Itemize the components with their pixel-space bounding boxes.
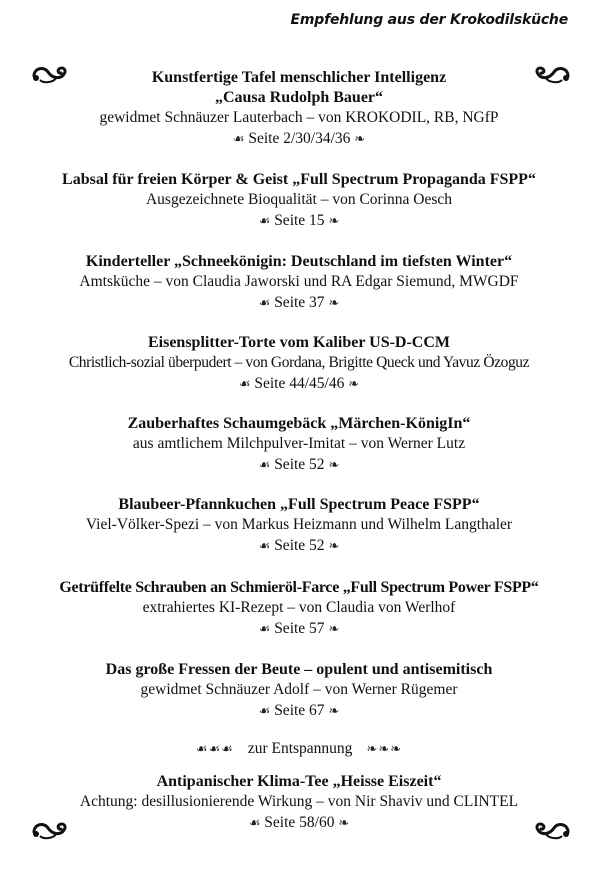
- entry-description: gewidmet Schnäuzer Lauterbach – von KROKODIL, RB, NGfP: [99, 109, 499, 126]
- entry-page-ref: [0, 618, 598, 640]
- entry-title: Zauberhaftes Schaumgebäck „Märchen-KönigIn“: [127, 415, 471, 432]
- entry-page-ref: [0, 454, 598, 476]
- page-number: Seite 58/60: [264, 814, 335, 831]
- leaf-icon: ☙: [258, 538, 271, 553]
- page-number: Seite 57: [274, 620, 325, 637]
- leaf-icon: ☙: [258, 621, 271, 636]
- leaf-icon: ❧: [328, 621, 340, 636]
- leaf-icon: ☙: [258, 213, 271, 228]
- menu-entry: [0, 414, 598, 476]
- leaf-row-icon: ☙☙☙: [195, 741, 234, 756]
- leaf-icon: ❧: [354, 131, 366, 146]
- entry-page-ref: [0, 373, 598, 395]
- entry-description: Amtsküche – von Claudia Jaworski und RA Edgar Siemund, MWGDF: [79, 273, 519, 290]
- section-divider: [0, 740, 598, 758]
- entry-title: Labsal für freien Körper & Geist „Full Spectrum Propaganda FSPP“: [62, 171, 536, 188]
- menu-entry: [0, 252, 598, 314]
- entry-page-ref: [0, 700, 598, 722]
- entry-page-ref: [0, 812, 598, 834]
- page-number: Seite 44/45/46: [254, 375, 345, 392]
- entry-title: Antipanischer Klima-Tee „Heisse Eiszeit“: [156, 773, 442, 790]
- menu-entry: [0, 68, 598, 150]
- entry-page-ref: [0, 535, 598, 557]
- entry-description: aus amtlichem Milchpulver-Imitat – von Werner Lutz: [132, 435, 466, 452]
- menu-entry: [0, 170, 598, 232]
- leaf-icon: ❧: [348, 376, 360, 391]
- menu-entry: [0, 333, 598, 395]
- entry-title: Kinderteller „Schneekönigin: Deutschland im tiefsten Winter“: [85, 253, 513, 270]
- entry-title: Getrüffelte Schrauben an Schmieröl-Farce „Full Spectrum Power FSPP“: [59, 579, 539, 596]
- menu-entry: [0, 578, 598, 640]
- page-number: Seite 52: [274, 456, 325, 473]
- entry-title: Kunstfertige Tafel menschlicher Intelligenz: [151, 69, 447, 86]
- leaf-icon: ☙: [258, 703, 271, 718]
- entry-title: Eisensplitter-Torte vom Kaliber US-D-CCM: [147, 334, 451, 351]
- leaf-icon: ❧: [328, 457, 340, 472]
- menu-entry: [0, 772, 598, 834]
- entry-page-ref: [0, 128, 598, 150]
- entry-title: Blaubeer-Pfannkuchen „Full Spectrum Peace FSPP“: [118, 496, 480, 513]
- entry-title: Das große Fressen der Beute – opulent und antisemitisch: [105, 661, 493, 678]
- leaf-row-icon: ❧❧❧: [366, 741, 403, 756]
- entry-description: Achtung: desillusionierende Wirkung – von Nir Shaviv und CLINTEL: [79, 793, 519, 810]
- leaf-icon: ☙: [232, 131, 245, 146]
- divider-label: zur Entspannung: [247, 740, 353, 757]
- entry-subtitle: „Causa Rudolph Bauer“: [214, 89, 384, 106]
- page-number: Seite 15: [274, 212, 325, 229]
- menu-entry: [0, 495, 598, 557]
- leaf-icon: ❧: [328, 295, 340, 310]
- page-number: Seite 52: [274, 537, 325, 554]
- leaf-icon: ☙: [248, 815, 261, 830]
- entry-description: Viel-Völker-Spezi – von Markus Heizmann und Wilhelm Langthaler: [85, 516, 513, 533]
- leaf-icon: ☙: [258, 295, 271, 310]
- leaf-icon: ☙: [238, 376, 251, 391]
- entry-page-ref: [0, 210, 598, 232]
- page-number: Seite 37: [274, 294, 325, 311]
- leaf-icon: ☙: [258, 457, 271, 472]
- leaf-icon: ❧: [328, 703, 340, 718]
- leaf-icon: ❧: [328, 213, 340, 228]
- entry-description: gewidmet Schnäuzer Adolf – von Werner Rügemer: [140, 681, 458, 698]
- menu-entry: [0, 660, 598, 722]
- leaf-icon: ❧: [338, 815, 350, 830]
- entry-description: extrahiertes KI-Rezept – von Claudia von Werlhof: [142, 599, 456, 616]
- page-number: Seite 2/30/34/36: [248, 130, 351, 147]
- entry-description: Christlich-sozial überpudert – von Gordana, Brigitte Queck und Yavuz Özoguz: [68, 354, 530, 371]
- page-number: Seite 67: [274, 702, 325, 719]
- page-header: Empfehlung aus der Krokodilsküche: [290, 12, 568, 28]
- leaf-icon: ❧: [328, 538, 340, 553]
- entry-description: Ausgezeichnete Bioqualität – von Corinna Oesch: [145, 191, 453, 208]
- entry-page-ref: [0, 292, 598, 314]
